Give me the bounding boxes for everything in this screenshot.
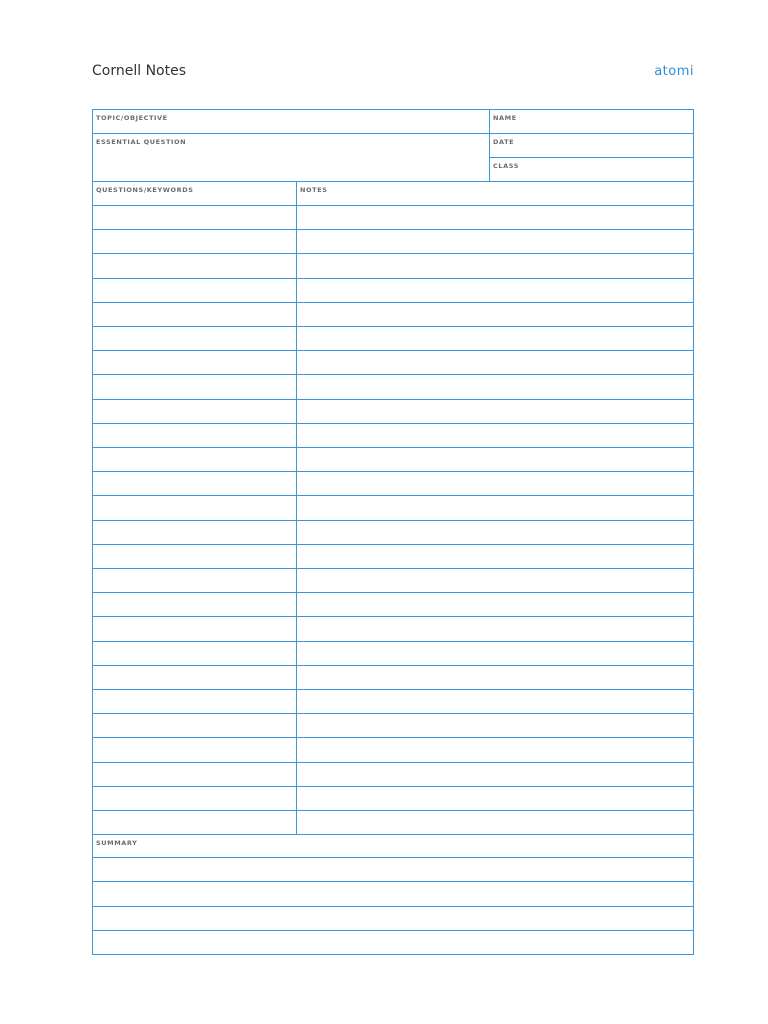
question-cell[interactable] (93, 496, 297, 520)
questions-label: QUESTIONS/KEYWORDS (96, 186, 194, 194)
topic-label: TOPIC/OBJECTIVE (96, 114, 168, 122)
notes-cell[interactable] (297, 617, 693, 641)
notes-cell[interactable] (297, 375, 693, 399)
name-label: NAME (493, 114, 517, 122)
notes-column-header (297, 182, 693, 206)
notes-cell[interactable] (297, 666, 693, 690)
page-title: Cornell Notes (92, 63, 187, 79)
summary-label: SUMMARY (96, 839, 138, 847)
question-cell[interactable] (93, 472, 297, 496)
notes-cell[interactable] (297, 569, 693, 593)
question-cell[interactable] (93, 714, 297, 738)
cornell-notes-sheet (92, 109, 694, 955)
notes-cell[interactable] (297, 351, 693, 375)
notes-cell[interactable] (297, 593, 693, 617)
notes-cell[interactable] (297, 206, 693, 230)
brand-logo: atomi (654, 64, 694, 79)
notes-cell[interactable] (297, 400, 693, 424)
notes-label: NOTES (300, 186, 328, 194)
question-cell[interactable] (93, 763, 297, 787)
question-cell[interactable] (93, 375, 297, 399)
question-cell[interactable] (93, 617, 297, 641)
notes-cell[interactable] (297, 327, 693, 351)
question-cell[interactable] (93, 666, 297, 690)
question-cell[interactable] (93, 206, 297, 230)
notes-cell[interactable] (297, 230, 693, 254)
notes-cell[interactable] (297, 254, 693, 278)
summary-line[interactable] (93, 858, 693, 882)
question-cell[interactable] (93, 787, 297, 811)
notes-cell[interactable] (297, 472, 693, 496)
question-cell[interactable] (93, 400, 297, 424)
question-cell[interactable] (93, 811, 297, 835)
notes-cell[interactable] (297, 787, 693, 811)
notes-cell[interactable] (297, 279, 693, 303)
question-cell[interactable] (93, 279, 297, 303)
notes-cell[interactable] (297, 763, 693, 787)
question-cell[interactable] (93, 593, 297, 617)
notes-cell[interactable] (297, 496, 693, 520)
question-cell[interactable] (93, 327, 297, 351)
notes-cell[interactable] (297, 642, 693, 666)
question-cell[interactable] (93, 521, 297, 545)
summary-header[interactable] (93, 834, 693, 858)
summary-line[interactable] (93, 931, 693, 955)
question-cell[interactable] (93, 642, 297, 666)
notes-cell[interactable] (297, 545, 693, 569)
class-field[interactable] (490, 158, 693, 182)
notes-cell[interactable] (297, 690, 693, 714)
date-label: DATE (493, 138, 515, 146)
summary-line[interactable] (93, 882, 693, 906)
question-cell[interactable] (93, 448, 297, 472)
notes-cell[interactable] (297, 303, 693, 327)
question-cell[interactable] (93, 351, 297, 375)
notes-cell[interactable] (297, 811, 693, 835)
question-cell[interactable] (93, 545, 297, 569)
question-cell[interactable] (93, 738, 297, 762)
notes-cell[interactable] (297, 714, 693, 738)
date-field[interactable] (490, 134, 693, 158)
notes-cell[interactable] (297, 448, 693, 472)
question-cell[interactable] (93, 303, 297, 327)
notes-cell[interactable] (297, 738, 693, 762)
questions-column-header (93, 182, 297, 206)
essential-question-label: ESSENTIAL QUESTION (96, 138, 187, 146)
question-cell[interactable] (93, 230, 297, 254)
notes-cell[interactable] (297, 521, 693, 545)
question-cell[interactable] (93, 254, 297, 278)
name-field[interactable] (490, 110, 693, 134)
question-cell[interactable] (93, 424, 297, 448)
topic-field[interactable] (93, 110, 490, 134)
class-label: CLASS (493, 162, 520, 170)
question-cell[interactable] (93, 569, 297, 593)
question-cell[interactable] (93, 690, 297, 714)
summary-line[interactable] (93, 907, 693, 931)
essential-question-field[interactable] (93, 134, 490, 182)
notes-cell[interactable] (297, 424, 693, 448)
